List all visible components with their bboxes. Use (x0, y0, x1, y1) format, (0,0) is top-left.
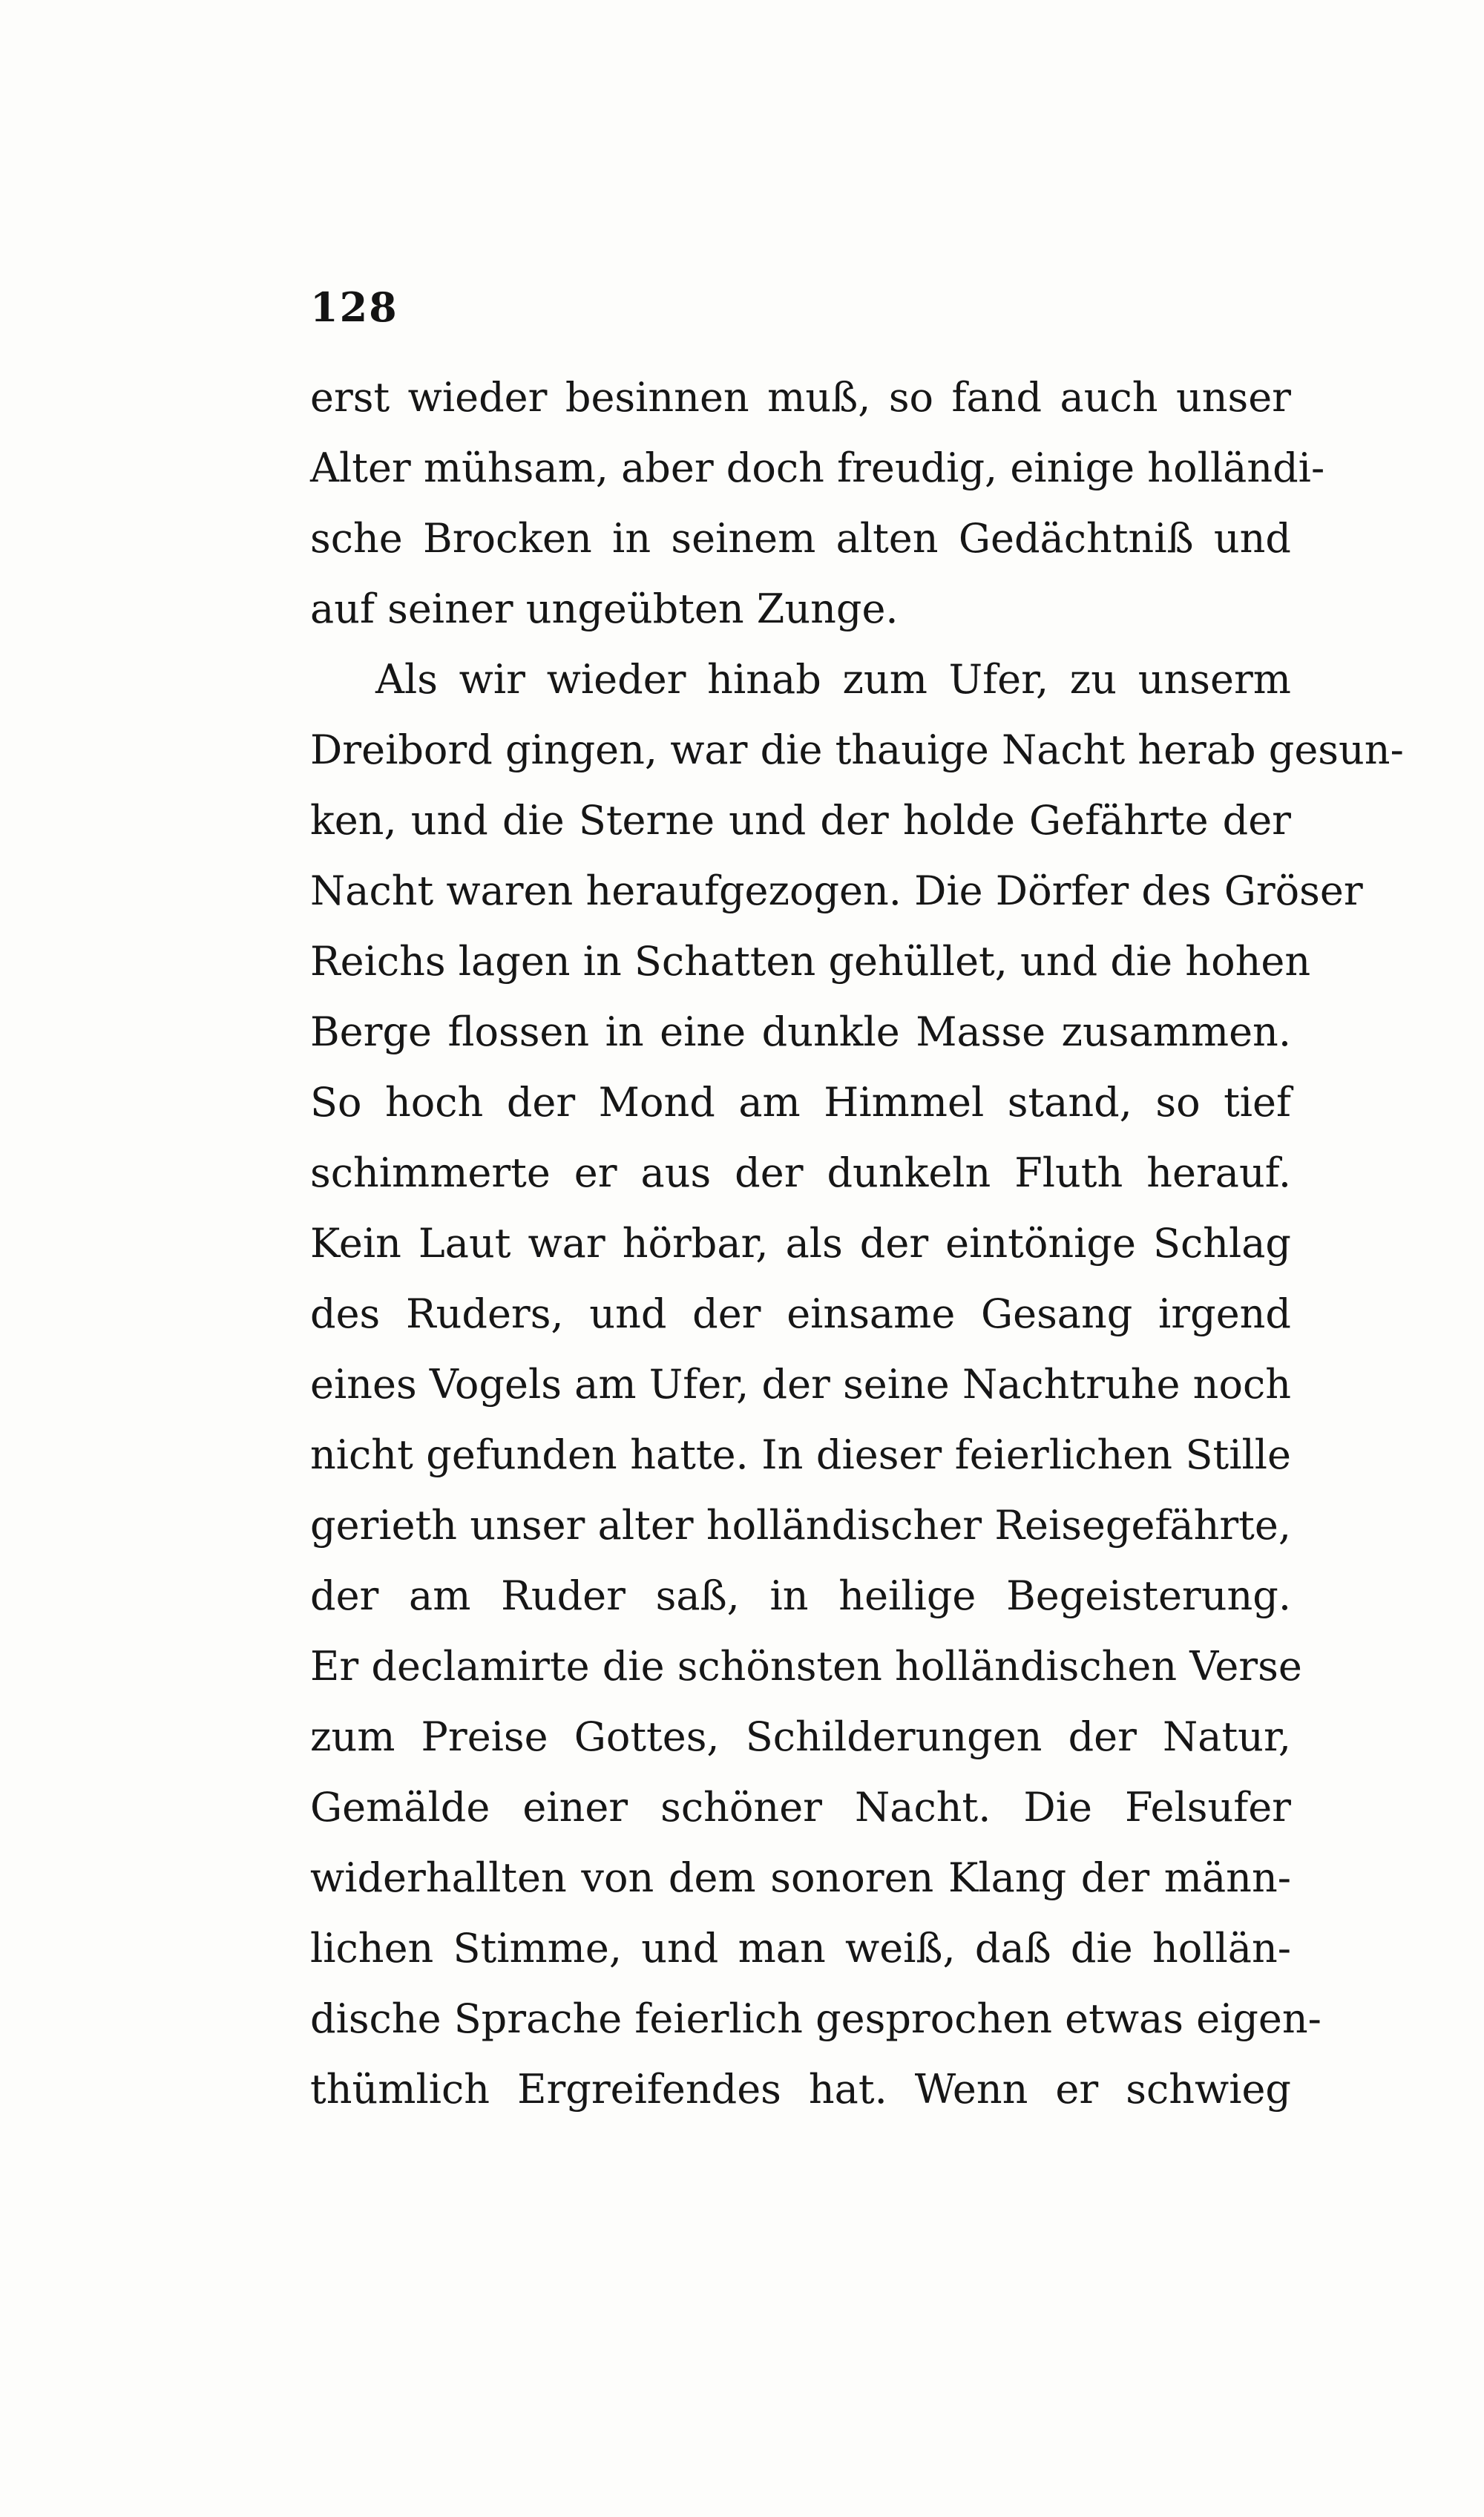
text-line: lichen Stimme, und man weiß, daß die hollän- (310, 1925, 1291, 1972)
text-line: auf seiner ungeübten Zunge. (310, 585, 899, 632)
text-line: der am Ruder saß, in heilige Begeisterung. (310, 1572, 1291, 1619)
text-line: gerieth unser alter holländischer Reisegefährte, (310, 1502, 1291, 1549)
text-line: zum Preise Gottes, Schilderungen der Natur, (310, 1713, 1291, 1760)
text-line: eines Vogels am Ufer, der seine Nachtruhe noch (310, 1361, 1291, 1408)
text-line: Berge flossen in eine dunkle Masse zusammen. (310, 1008, 1291, 1055)
text-line: des Ruders, und der einsame Gesang irgend (310, 1290, 1291, 1337)
text-line: nicht gefunden hatte. In dieser feierlichen Stille (310, 1431, 1291, 1478)
page-number: 128 (310, 283, 398, 331)
text-line: erst wieder besinnen muß, so fand auch unser (310, 374, 1291, 421)
text-line: dische Sprache feierlich gesprochen etwas eigen- (310, 1995, 1322, 2042)
text-line: Kein Laut war hörbar, als der eintönige Schlag (310, 1220, 1291, 1267)
text-line: widerhallten von dem sonoren Klang der männ- (310, 1854, 1291, 1901)
body-text (310, 362, 1404, 2124)
text-line: Als wir wieder hinab zum Ufer, zu unserm (375, 656, 1291, 703)
text-line: thümlich Ergreifendes hat. Wenn er schwieg (310, 2066, 1291, 2113)
text-line: sche Brocken in seinem alten Gedächtniß und (310, 515, 1291, 562)
text-line: ken, und die Sterne und der holde Gefährte der (310, 797, 1291, 844)
text-line: Er declamirte die schönsten holländischen Verse (310, 1643, 1302, 1690)
text-line: Dreibord gingen, war die thauige Nacht herab gesun- (310, 726, 1404, 773)
text-line: Gemälde einer schöner Nacht. Die Felsufer (310, 1784, 1291, 1831)
text-line: Alter mühsam, aber doch freudig, einige holländi- (310, 444, 1325, 491)
text-line: schimmerte er aus der dunkeln Fluth herauf. (310, 1149, 1291, 1196)
text-line: Nacht waren heraufgezogen. Die Dörfer des Gröser (310, 867, 1363, 914)
text-line: So hoch der Mond am Himmel stand, so tief (310, 1079, 1291, 1126)
text-line: Reichs lagen in Schatten gehüllet, und die hohen (310, 938, 1311, 985)
